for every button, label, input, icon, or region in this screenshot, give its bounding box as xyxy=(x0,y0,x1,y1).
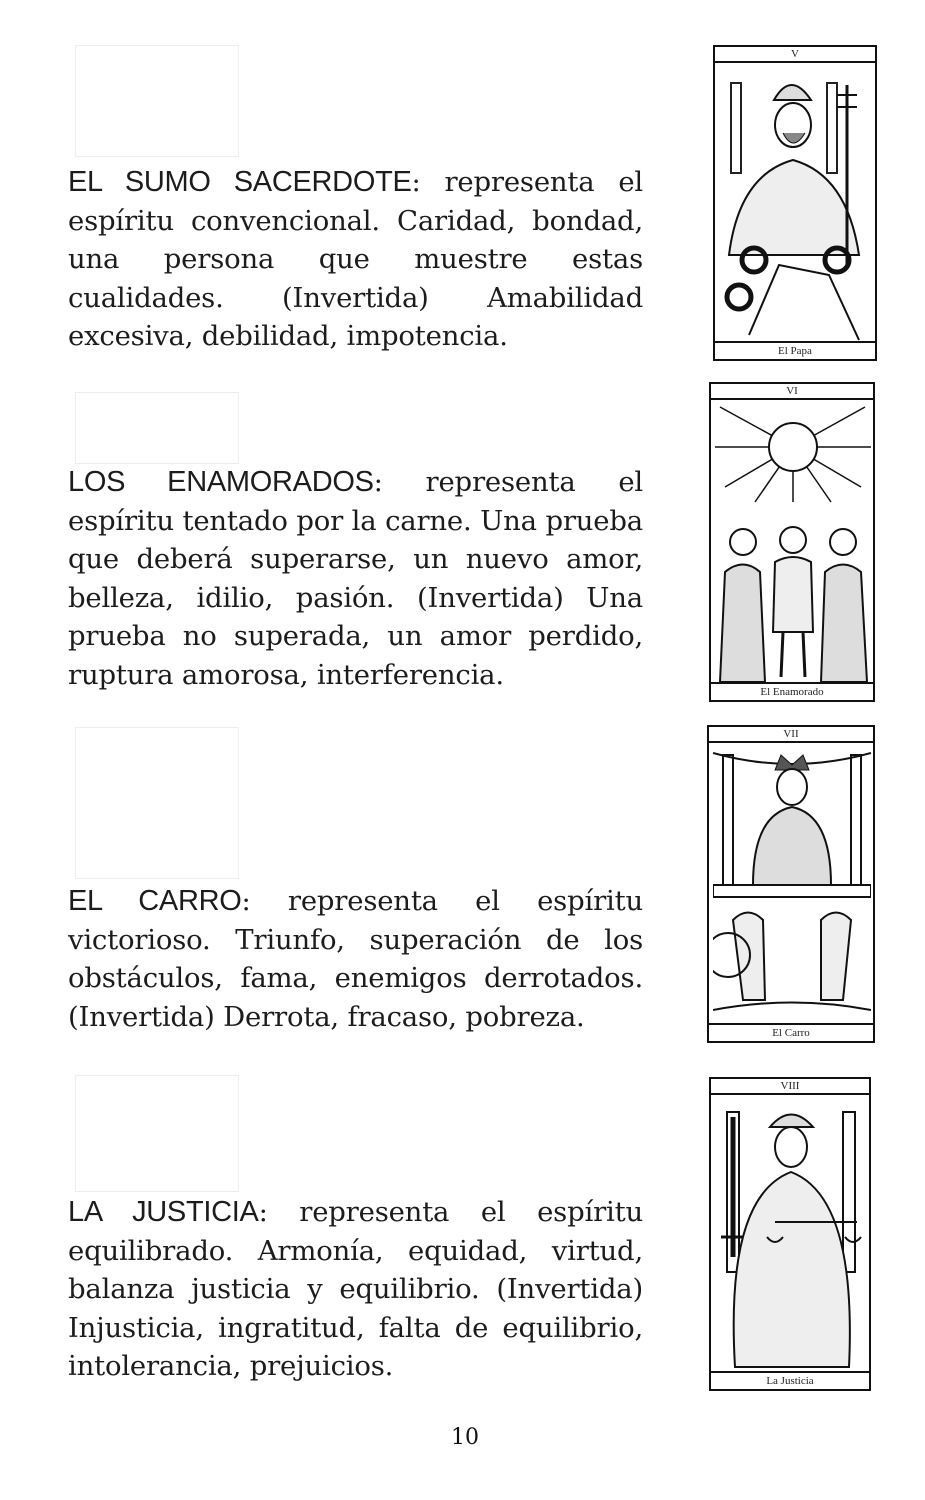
entry-text: : representa el espíritu victorioso. Triunfo, superación de los obstáculos, fama, enemigos derrotados. (Invertida) Derrota, fracaso, pobreza. xyxy=(68,885,643,1033)
entry-title: EL CARRO xyxy=(68,885,242,917)
entry-text: : representa el espíritu equilibrado. Armonía, equidad, virtud, balanza justicia y equilibrio. (Invertida) Injusticia, ingratitud, falta de equilibrio, intolerancia, prejuicios. xyxy=(68,1196,643,1382)
entry-sumo-sacerdote xyxy=(68,163,643,356)
entry-text: : representa el espíritu convencional. Caridad, bondad, una persona que muestre estas cualidades. (Invertida) Amabilidad excesiva, debilidad, impotencia. xyxy=(68,166,643,352)
card-numeral: VIII xyxy=(711,1079,869,1095)
chariot-illustration-icon xyxy=(713,745,871,1025)
bleed-through-frame xyxy=(75,727,239,879)
entry-text: : representa el espíritu tentado por la carne. Una prueba que deberá superarse, un nuevo amor, belleza, idilio, pasión. (Invertida) Una prueba no superada, un amor perdido, ruptura amorosa, interferencia. xyxy=(68,466,643,691)
card-numeral: VI xyxy=(711,384,873,400)
card-numeral: VII xyxy=(709,727,873,743)
entry-title: LOS ENAMORADOS xyxy=(68,466,374,498)
entry-enamorados xyxy=(68,463,643,694)
bleed-through-frame xyxy=(75,1075,239,1192)
card-caption: El Papa xyxy=(715,341,875,359)
bleed-through-frame xyxy=(75,392,239,464)
tarot-card-el-enamorado xyxy=(709,382,875,702)
card-numeral: V xyxy=(715,47,875,63)
lovers-illustration-icon xyxy=(715,402,871,684)
entry-title: LA JUSTICIA xyxy=(68,1196,259,1228)
entry-carro xyxy=(68,882,643,1036)
card-caption: El Carro xyxy=(709,1023,873,1041)
justice-illustration-icon xyxy=(715,1097,867,1373)
entry-justicia xyxy=(68,1193,643,1386)
entry-title: EL SUMO SACERDOTE xyxy=(68,166,412,198)
bleed-through-frame xyxy=(75,45,239,157)
page-number: 10 xyxy=(451,1425,479,1450)
card-caption: El Enamorado xyxy=(711,682,873,700)
pope-illustration-icon xyxy=(719,65,871,343)
tarot-card-el-carro xyxy=(707,725,875,1043)
tarot-card-el-papa xyxy=(713,45,877,361)
card-caption: La Justicia xyxy=(711,1371,869,1389)
tarot-card-la-justicia xyxy=(709,1077,871,1391)
